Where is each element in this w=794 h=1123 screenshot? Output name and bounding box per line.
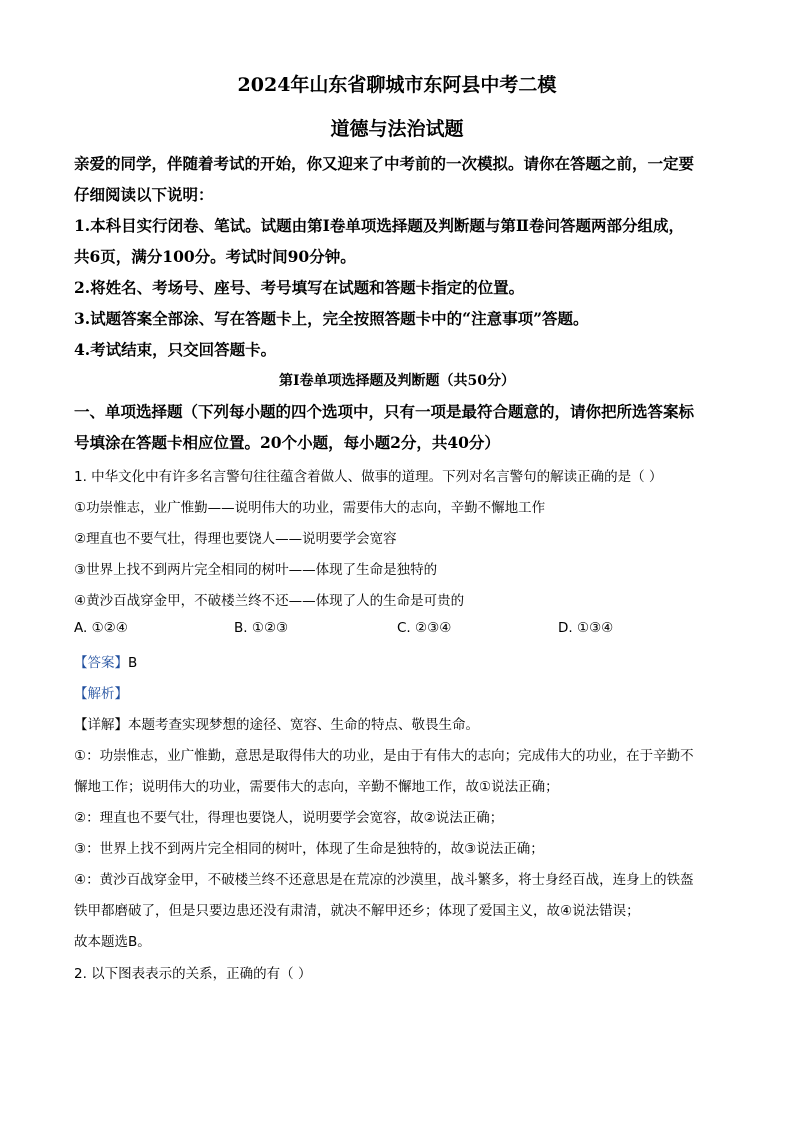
intro-line-2: 仔细阅读以下说明： xyxy=(74,185,214,204)
section-instruction-1: 一、单项选择题（下列每小题的四个选项中，只有一项是最符合题意的，请你把所选答案标 xyxy=(74,402,695,421)
answer-line xyxy=(74,651,137,671)
statement-3: ③世界上找不到两片完全相同的树叶——体现了生命是独特的 xyxy=(74,562,438,578)
instruction-1: 1.本科目实行闭卷、笔试。试题由第Ⅰ卷单项选择题及判断题与第Ⅱ卷问答题两部分组成， xyxy=(74,216,684,235)
instruction-2: 2.将姓名、考场号、座号、考号填写在试题和答题卡指定的位置。 xyxy=(74,278,525,297)
intro-line-1: 亲爱的同学，伴随着考试的开始，你又迎来了中考前的一次模拟。请你在答题之前，一定要 xyxy=(74,154,695,173)
explanation-2: ②：理直也不要气壮，得理也要饶人，说明要学会宽容，故②说法正确； xyxy=(74,810,504,826)
explanation-1b: 懈地工作；说明伟大的功业，需要伟大的志向，辛勤不懈地工作，故①说法正确； xyxy=(74,779,559,795)
exam-title: 2024年山东省聊城市东阿县中考二模 xyxy=(237,74,557,96)
option-b: B. ①②③ xyxy=(234,620,289,636)
answer-value: B xyxy=(128,655,138,671)
detail-text: 本题考查实现梦想的途径、宽容、生命的特点、敬畏生命。 xyxy=(128,717,479,733)
detail-line xyxy=(74,713,479,733)
exam-subtitle: 道德与法治试题 xyxy=(330,118,464,140)
question-2-stem: 2. 以下图表表示的关系，正确的有（ ） xyxy=(74,966,312,982)
instruction-1-cont: 共6页，满分100分。考试时间90分钟。 xyxy=(74,247,356,266)
explanation-4b: 铁甲都磨破了，但是只要边患还没有肃清，就决不解甲还乡；体现了爱国主义，故④说法错误； xyxy=(74,903,640,919)
conclusion: 故本题选B。 xyxy=(74,934,151,950)
detail-label: 【详解】 xyxy=(74,717,128,733)
statement-4: ④黄沙百战穿金甲，不破楼兰终不还——体现了人的生命是可贵的 xyxy=(74,593,465,609)
explanation-1a: ①：功崇惟志，业广惟勤，意思是取得伟大的功业，是由于有伟大的志向；完成伟大的功业，在于辛勤不 xyxy=(74,748,694,764)
instruction-4: 4.考试结束，只交回答题卡。 xyxy=(74,340,277,359)
instruction-3: 3.试题答案全部涂、写在答题卡上，完全按照答题卡中的“注意事项”答题。 xyxy=(74,309,589,328)
section-instruction-2: 号填涂在答题卡相应位置。20个小题，每小题2分，共40分） xyxy=(74,433,500,452)
statement-2: ②理直也不要气壮，得理也要饶人——说明要学会宽容 xyxy=(74,531,397,547)
explanation-4a: ④：黄沙百战穿金甲，不破楼兰终不还意思是在荒凉的沙漠里，战斗繁多，将士身经百战，连身上的铁盔 xyxy=(74,872,694,888)
section-heading: 第Ⅰ卷单项选择题及判断题（共50分） xyxy=(278,373,516,389)
question-1-stem: 1. 中华文化中有许多名言警句往往蕴含着做人、做事的道理。下列对名言警句的解读正确的是（ ） xyxy=(74,469,663,485)
explanation-3: ③：世界上找不到两片完全相同的树叶，体现了生命是独特的，故③说法正确； xyxy=(74,841,544,857)
option-d: D. ①③④ xyxy=(558,620,614,636)
option-c: C. ②③④ xyxy=(397,620,452,636)
statement-1: ①功崇惟志，业广惟勤——说明伟大的功业，需要伟大的志向，辛勤不懈地工作 xyxy=(74,500,546,516)
analysis-label: 【解析】 xyxy=(74,686,128,702)
answer-label: 【答案】 xyxy=(74,655,128,671)
option-a: A. ①②④ xyxy=(74,620,128,636)
